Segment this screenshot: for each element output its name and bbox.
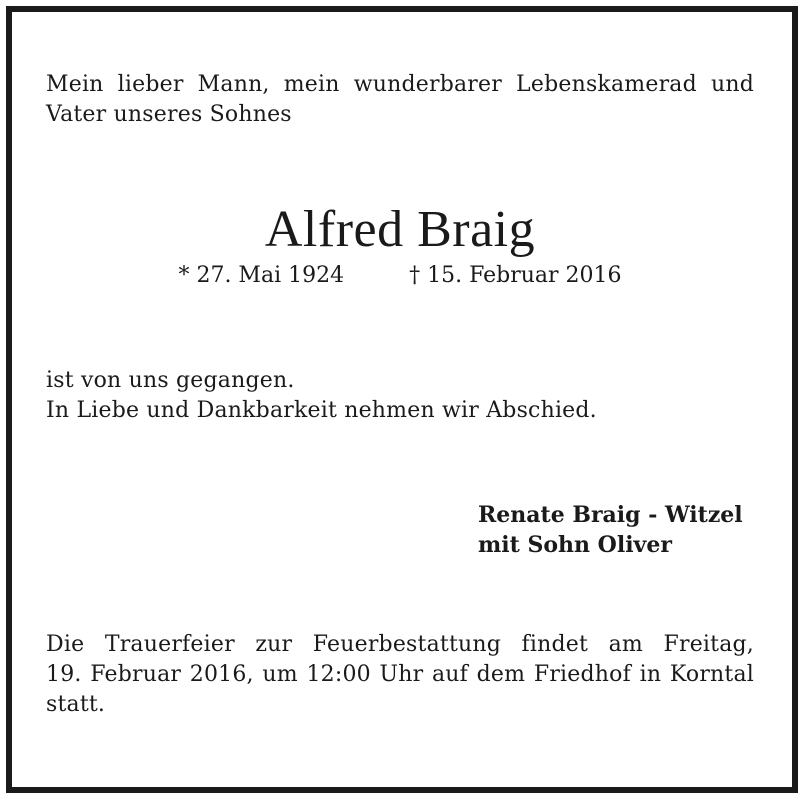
- service-info: [46, 630, 754, 720]
- signature-line: Renate Braig - Witzel: [478, 502, 743, 528]
- birth-date: * 27. Mai 1924: [178, 263, 345, 288]
- deceased-name: Alfred Braig: [264, 201, 536, 258]
- service-line: Die Trauerfeier zur Feuerbestattung findet am Freitag,: [46, 632, 754, 657]
- service-line: statt.: [46, 692, 106, 717]
- passed-line: ist von uns gegangen.: [46, 368, 295, 393]
- signature-line: mit Sohn Oliver: [478, 532, 672, 558]
- passed-text: [46, 366, 754, 426]
- signature: [478, 500, 743, 560]
- intro-line: Vater unseres Sohnes: [46, 102, 292, 127]
- death-date: † 15. Februar 2016: [409, 263, 622, 288]
- passed-line: In Liebe und Dankbarkeit nehmen wir Abschied.: [46, 398, 597, 423]
- intro-text: [46, 70, 754, 130]
- service-line: 19. Februar 2016, um 12:00 Uhr auf dem Friedhof in Korntal: [46, 662, 754, 687]
- life-dates: [0, 261, 800, 291]
- intro-line: Mein lieber Mann, mein wunderbarer Lebenskamerad und: [46, 72, 754, 97]
